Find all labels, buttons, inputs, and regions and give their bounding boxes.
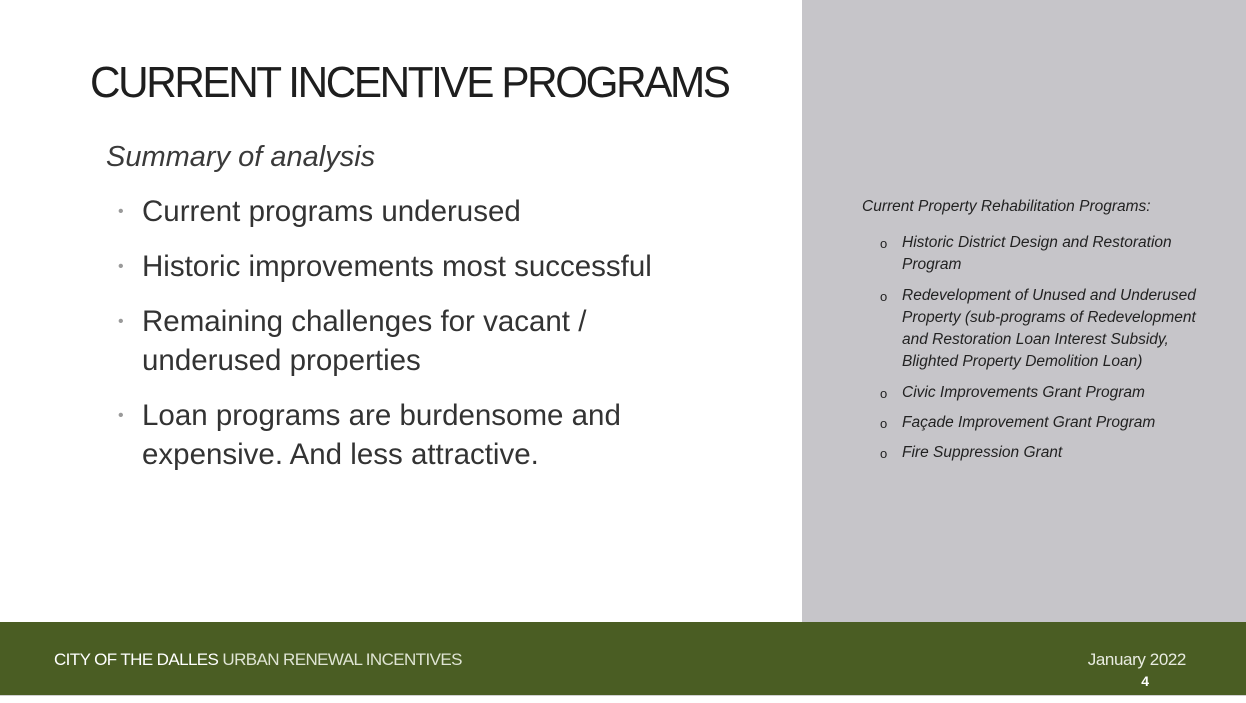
panel-heading: Current Property Rehabilitation Programs: xyxy=(862,198,1151,215)
circle-bullet-icon: o xyxy=(880,288,888,304)
summary-bullet xyxy=(116,302,622,380)
page-number: 4 xyxy=(1141,673,1149,689)
slide-title: CURRENT INCENTIVE PROGRAMS xyxy=(90,58,729,107)
rehab-program-list xyxy=(878,232,1208,473)
rehab-program-item xyxy=(878,285,1208,374)
rehab-program-text: Façade Improvement Grant Program xyxy=(902,414,1156,432)
rehab-program-item xyxy=(878,382,1208,404)
rehab-program-text: Civic Improvements Grant Program xyxy=(902,383,1145,401)
summary-bullet-list xyxy=(116,192,736,490)
summary-bullet-text: Current programs underused xyxy=(142,195,521,228)
bullet-dot-icon: • xyxy=(118,407,124,424)
summary-bullet xyxy=(116,192,736,231)
footer-org xyxy=(54,650,462,670)
rehab-program-text: Historic District Design and Restoration Program xyxy=(902,234,1172,274)
rehab-program-item xyxy=(878,442,1208,464)
rehab-program-item xyxy=(878,232,1208,277)
rehab-program-text: Fire Suppression Grant xyxy=(902,444,1063,462)
footer-date: January 2022 xyxy=(1087,650,1186,669)
circle-bullet-icon: o xyxy=(880,446,888,462)
circle-bullet-icon: o xyxy=(880,385,888,401)
circle-bullet-icon: o xyxy=(880,236,888,251)
bullet-dot-icon: • xyxy=(118,313,124,330)
rehab-program-text: Redevelopment of Unused and Underused Property (sub-programs of Redevelopment and Restoration Loan Interest Subsidy, Blighted Property Demolition Loan) xyxy=(902,286,1196,371)
summary-bullet-text: Historic improvements most successful xyxy=(142,250,652,283)
summary-bullet xyxy=(116,247,736,286)
circle-bullet-icon: o xyxy=(880,416,888,432)
footer-program-name: URBAN RENEWAL INCENTIVES xyxy=(222,650,462,669)
rehab-program-item xyxy=(878,412,1208,434)
bullet-dot-icon: • xyxy=(118,203,124,220)
summary-bullet-text: Remaining challenges for vacant / underused properties xyxy=(142,305,587,377)
footer-org-name: CITY OF THE DALLES xyxy=(54,650,219,669)
slide-subtitle: Summary of analysis xyxy=(106,141,376,173)
footer-bar xyxy=(0,622,1246,695)
bullet-dot-icon: • xyxy=(118,258,124,275)
summary-bullet-text: Loan programs are burdensome and expensive. And less attractive. xyxy=(142,399,621,471)
summary-bullet xyxy=(116,396,662,474)
